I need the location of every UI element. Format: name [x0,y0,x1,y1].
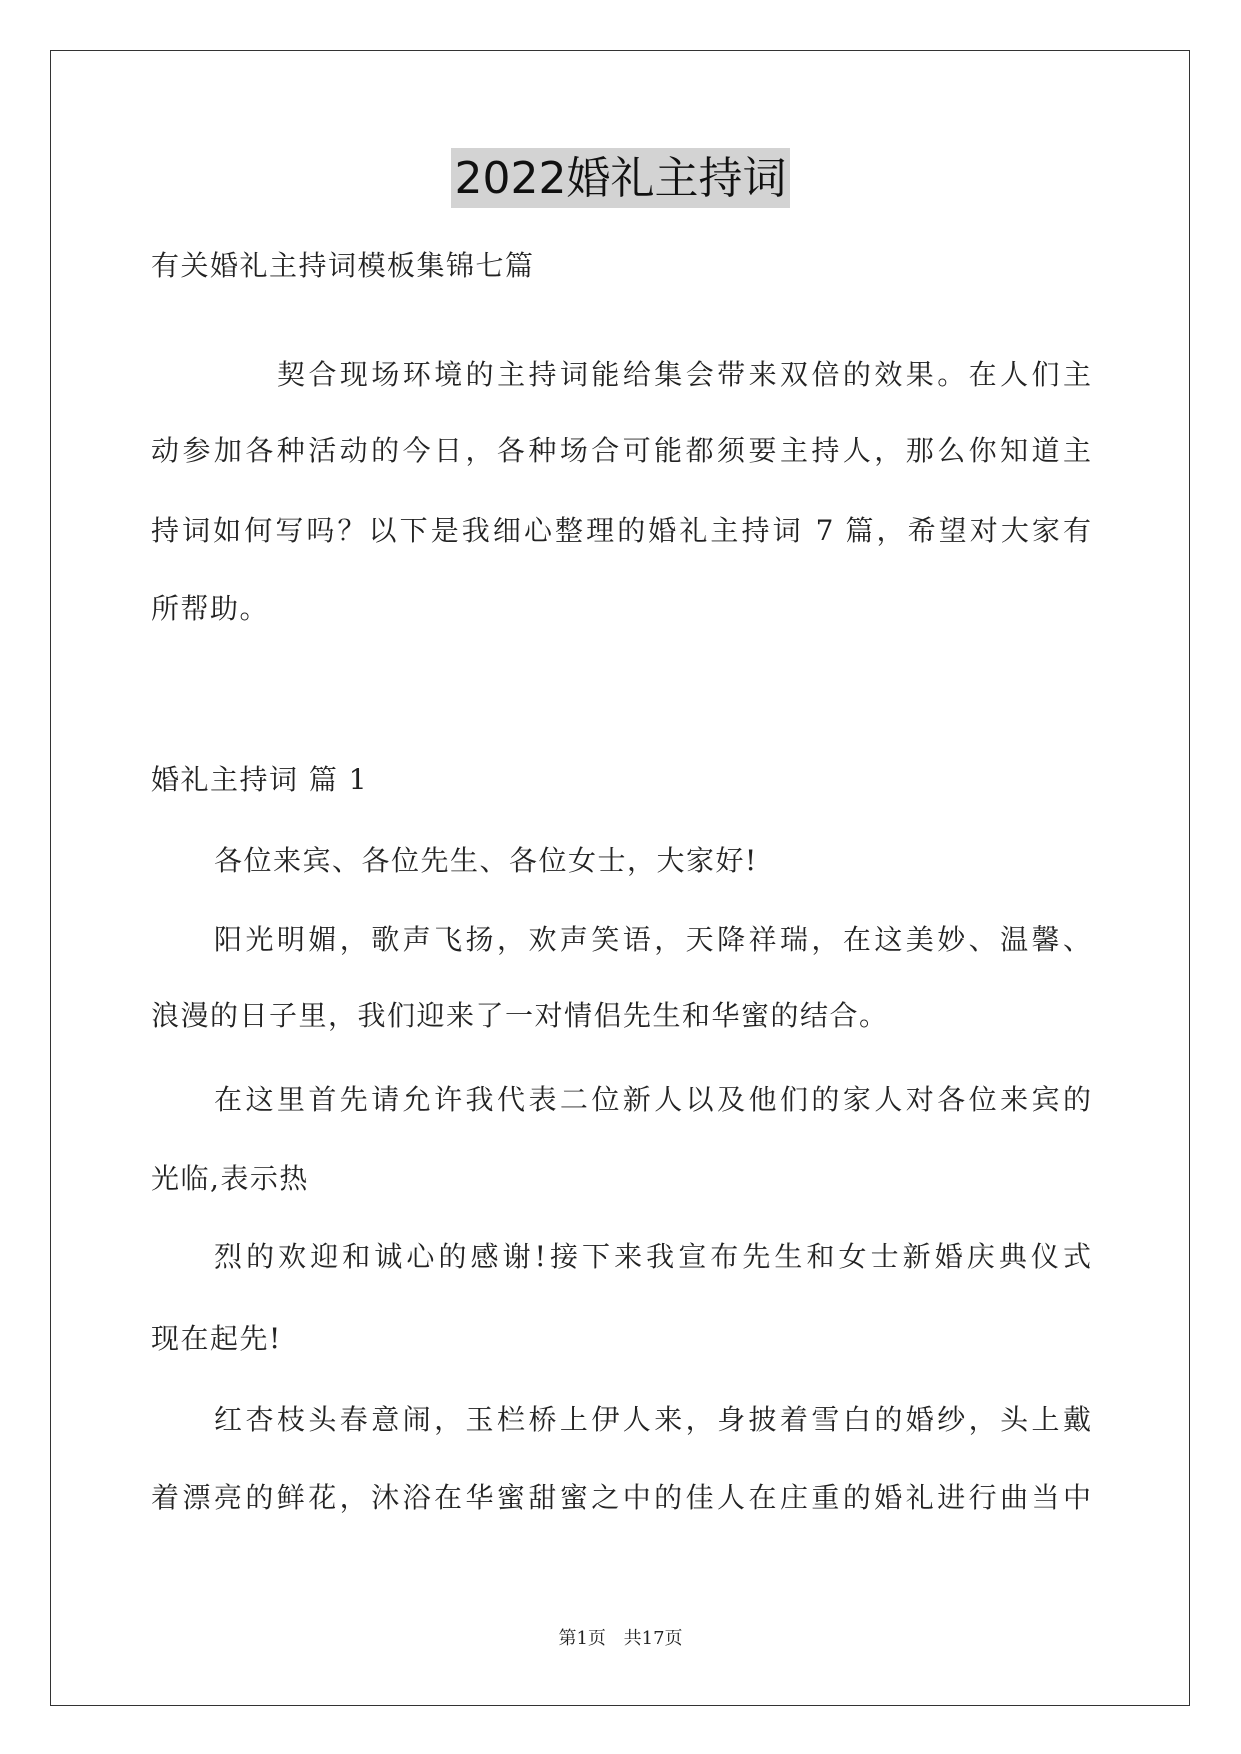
page-number-total: 共17页 [623,1628,683,1649]
paragraph-line: 烈的欢迎和诚心的感谢!接下来我宣布先生和女士新婚庆典仪式 [214,1240,1091,1273]
section-heading: 婚礼主持词 篇 1 [151,763,369,796]
paragraph-line: 着漂亮的鲜花，沐浴在华蜜甜蜜之中的佳人在庄重的婚礼进行曲当中 [151,1481,1091,1514]
paragraph-line: 现在起先! [151,1322,282,1355]
paragraph-line: 持词如何写吗？以下是我细心整理的婚礼主持词 7 篇，希望对大家有 [151,514,1091,547]
document-subtitle: 有关婚礼主持词模板集锦七篇 [151,249,535,282]
paragraph-line: 动参加各种活动的今日，各种场合可能都须要主持人，那么你知道主 [151,434,1091,467]
page-footer [0,1627,1241,1651]
document-title: 2022婚礼主持词 [451,148,791,208]
paragraph-line: 在这里首先请允许我代表二位新人以及他们的家人对各位来宾的 [214,1083,1091,1116]
paragraph-line: 各位来宾、各位先生、各位女士，大家好! [214,844,758,877]
paragraph-line: 所帮助。 [151,592,270,625]
paragraph-line: 浪漫的日子里，我们迎来了一对情侣先生和华蜜的结合。 [151,999,889,1032]
paragraph-line: 阳光明媚，歌声飞扬，欢声笑语，天降祥瑞，在这美妙、温馨、 [214,923,1091,956]
title-container [0,148,1241,208]
paragraph-line: 契合现场环境的主持词能给集会带来双倍的效果。在人们主 [277,358,1091,391]
page-number-current: 第1页 [558,1628,606,1649]
paragraph-line: 红杏枝头春意闹，玉栏桥上伊人来，身披着雪白的婚纱，头上戴 [214,1403,1091,1436]
paragraph-line: 光临,表示热 [151,1162,309,1195]
